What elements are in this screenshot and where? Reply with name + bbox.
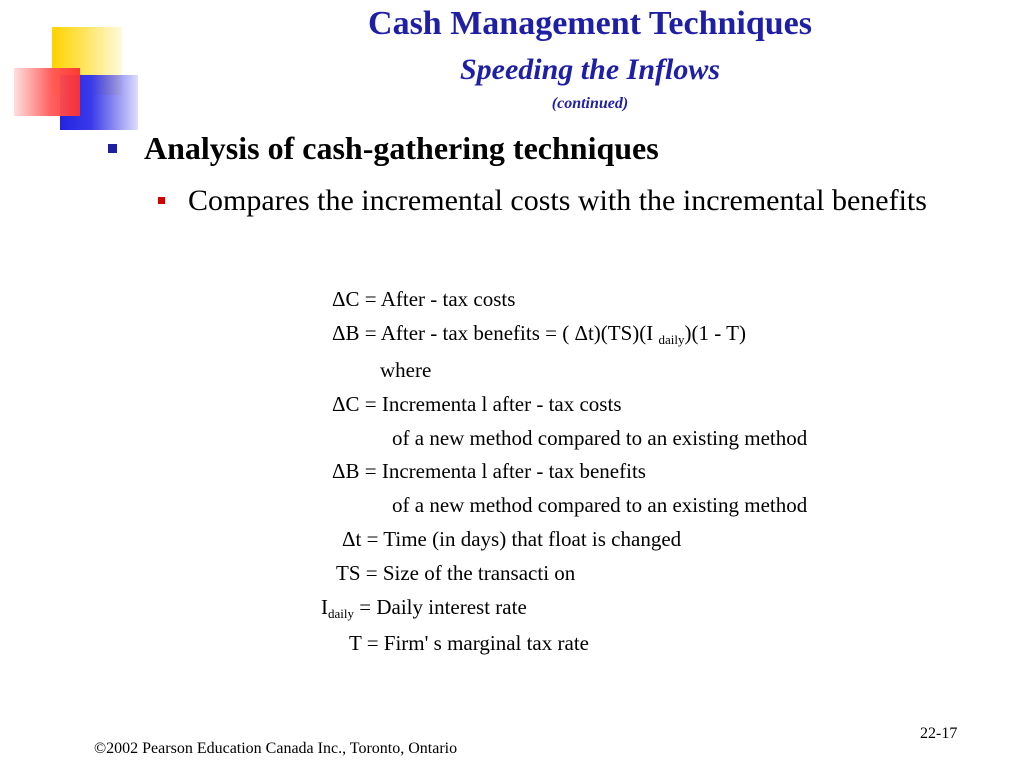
slide-title: Cash Management Techniques [368, 5, 812, 42]
bullet-level2-text: Compares the incremental costs with the incremental benefits [188, 184, 927, 217]
formula-where: where [380, 358, 432, 382]
definition-i-daily-rhs: = Daily interest rate [354, 595, 527, 619]
definition-t: T = Firm' s marginal tax rate [349, 631, 589, 655]
formula-delta-c: ΔC = After - tax costs [332, 287, 516, 311]
continued-label: (continued) [551, 95, 629, 112]
definition-i-daily-subscript: daily [328, 606, 354, 621]
formula-delta-b-main: ΔB = After - tax benefits = ( Δt)(TS)(I [332, 321, 659, 345]
bullet-level1-text: Analysis of cash-gathering techniques [144, 130, 659, 166]
definition-delta-t: Δt = Time (in days) that float is changed [342, 527, 682, 551]
definition-i-daily [321, 594, 527, 623]
definition-delta-c-cont: of a new method compared to an existing method [392, 426, 808, 450]
logo-squares [0, 0, 150, 140]
slide-subtitle: Speeding the Inflows [459, 53, 721, 86]
formula-delta-b [332, 320, 746, 349]
logo-red-square [14, 68, 80, 116]
definition-delta-b: ΔB = Incrementa l after - tax benefits [332, 459, 646, 483]
definition-i-daily-lhs: I [321, 595, 328, 619]
footer-copyright: ©2002 Pearson Education Canada Inc., Toronto, Ontario [94, 740, 458, 757]
definition-delta-b-cont: of a new method compared to an existing method [392, 493, 808, 517]
bullet-square-icon [108, 144, 117, 153]
page-number: 22-17 [920, 725, 958, 742]
formula-delta-b-end: )(1 - T) [684, 321, 746, 345]
formula-delta-b-subscript: daily [658, 332, 685, 347]
definition-delta-c: ΔC = Incrementa l after - tax costs [332, 392, 622, 416]
definition-ts: TS = Size of the transacti on [336, 561, 576, 585]
bullet-square-icon [158, 197, 165, 204]
